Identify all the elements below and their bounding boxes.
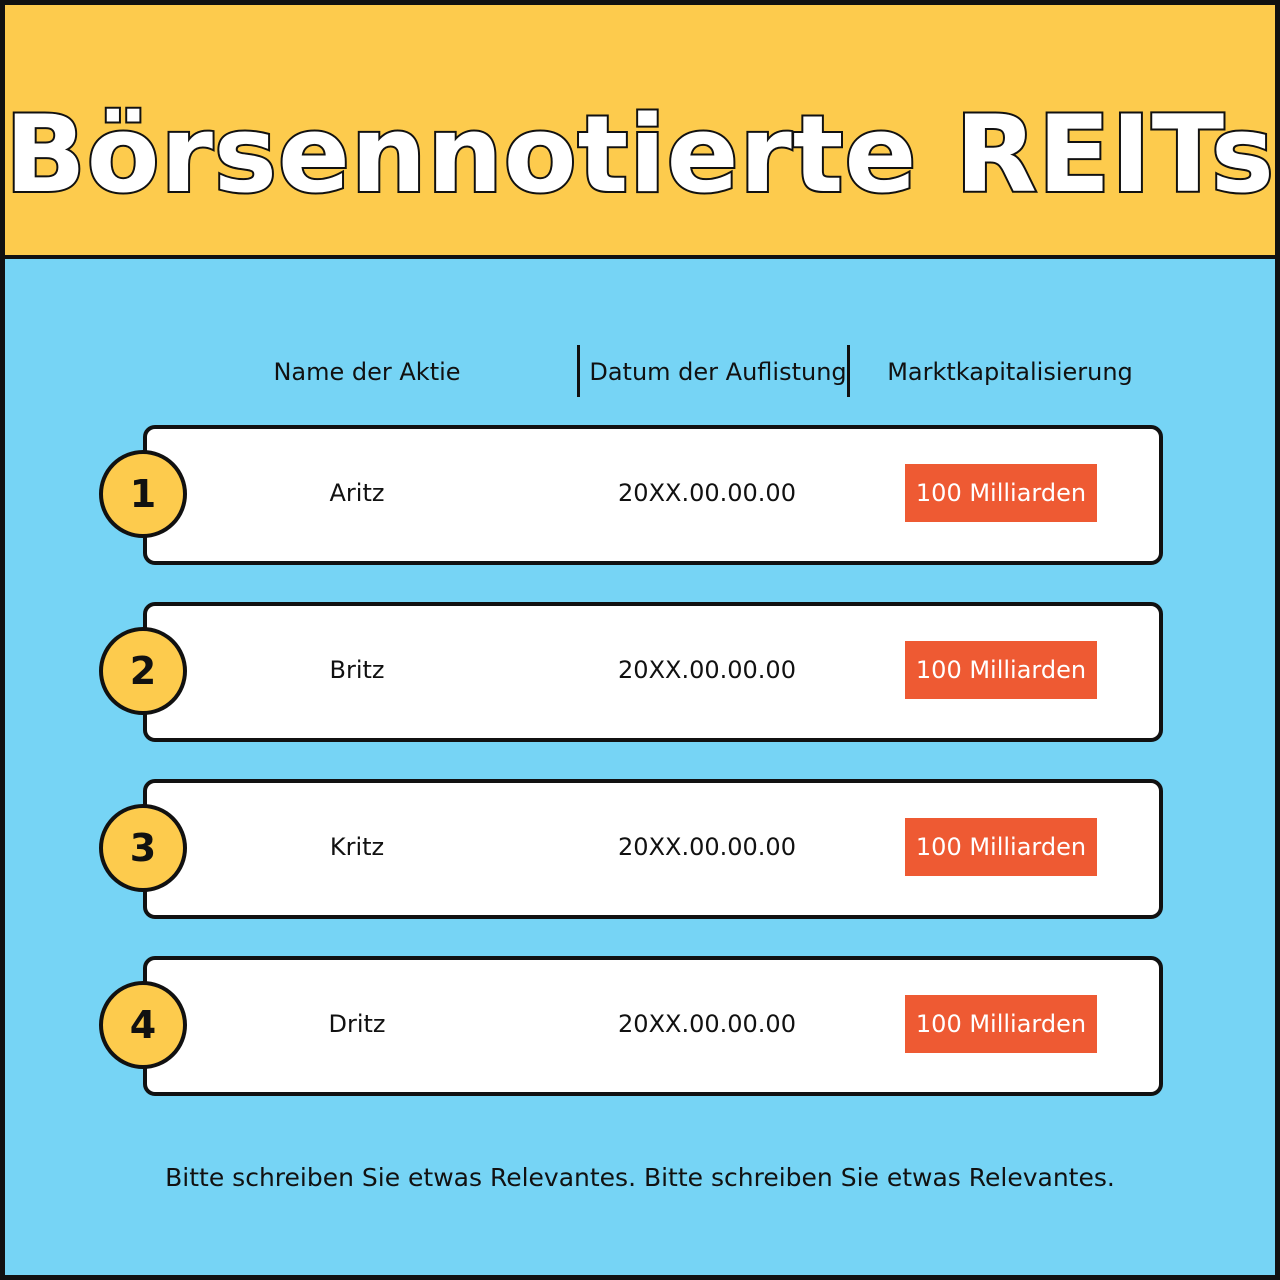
column-header-date: Datum der Auflistung	[589, 358, 847, 386]
market-cap-tag: 100 Milliarden	[905, 995, 1097, 1053]
stock-name: Dritz	[328, 1010, 386, 1038]
rank-badge: 1	[99, 450, 187, 538]
column-divider	[577, 345, 580, 397]
rank-badge: 2	[99, 627, 187, 715]
rank-badge: 4	[99, 981, 187, 1069]
stock-name: Kritz	[329, 833, 385, 861]
rank-badge: 3	[99, 804, 187, 892]
listing-date: 20XX.00.00.00	[618, 479, 796, 507]
market-cap-tag: 100 Milliarden	[905, 641, 1097, 699]
listing-date: 20XX.00.00.00	[618, 833, 796, 861]
stock-name: Aritz	[329, 479, 385, 507]
market-cap-tag: 100 Milliarden	[905, 464, 1097, 522]
column-header-cap: Marktkapitalisierung	[887, 358, 1133, 386]
page-title: Börsennotierte REITs	[5, 93, 1275, 216]
column-divider	[847, 345, 850, 397]
market-cap-tag: 100 Milliarden	[905, 818, 1097, 876]
header-banner	[5, 5, 1275, 259]
footer-text: Bitte schreiben Sie etwas Relevantes. Bitte schreiben Sie etwas Relevantes.	[165, 1163, 1115, 1192]
column-header-name: Name der Aktie	[273, 358, 461, 386]
listing-date: 20XX.00.00.00	[618, 656, 796, 684]
stock-name: Britz	[329, 656, 385, 684]
listing-date: 20XX.00.00.00	[618, 1010, 796, 1038]
